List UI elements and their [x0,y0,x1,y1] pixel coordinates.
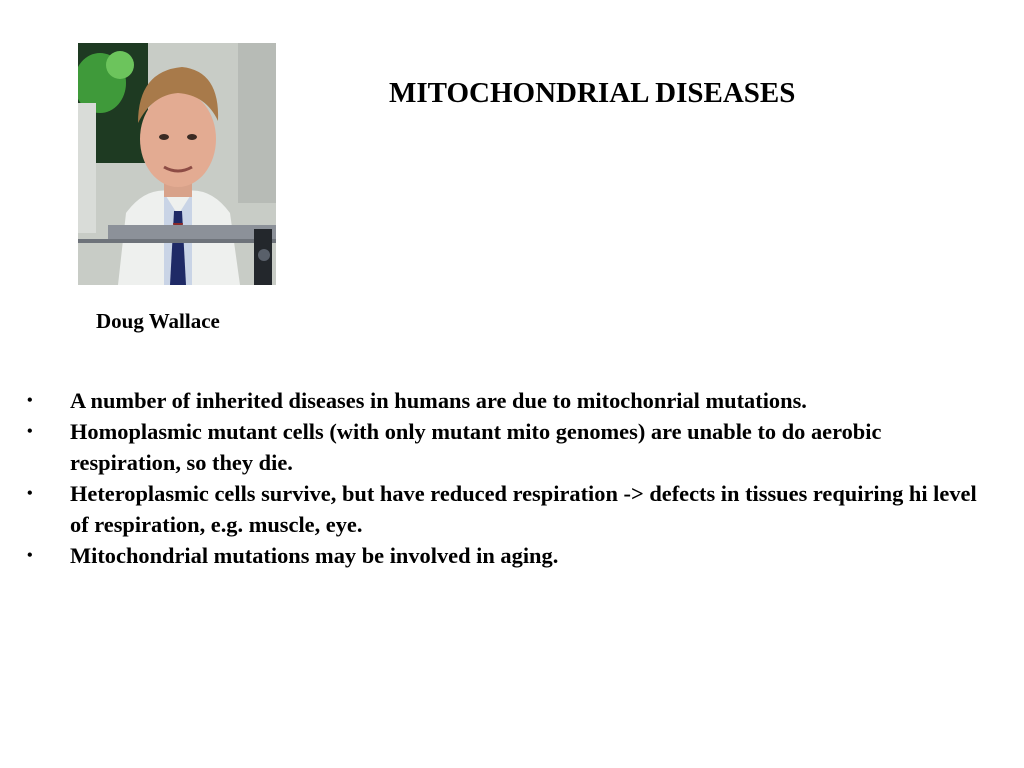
bullet-item [22,416,982,478]
bullet-text: A number of inherited diseases in humans are due to mitochonrial mutations. [70,388,807,413]
bullet-item [22,540,982,571]
slide-title: MITOCHONDRIAL DISEASES [389,77,796,109]
photo-caption: Doug Wallace [96,309,220,333]
bullet-glyph: • [27,392,33,409]
bullet-text: Heteroplasmic cells survive, but have reduced respiration -> defects in tissues requiring hi level of respiration, e.g. muscle, eye. [70,481,977,537]
portrait-photo [78,43,276,285]
bullet-glyph: • [27,485,33,502]
bullet-item [22,385,982,416]
bullet-glyph: • [27,547,33,564]
bullet-glyph: • [27,423,33,440]
bullet-list [22,385,982,571]
bullet-item [22,478,982,540]
bullet-text: Homoplasmic mutant cells (with only mutant mito genomes) are unable to do aerobic respiration, so they die. [70,419,882,475]
bullet-text: Mitochondrial mutations may be involved in aging. [70,543,559,568]
